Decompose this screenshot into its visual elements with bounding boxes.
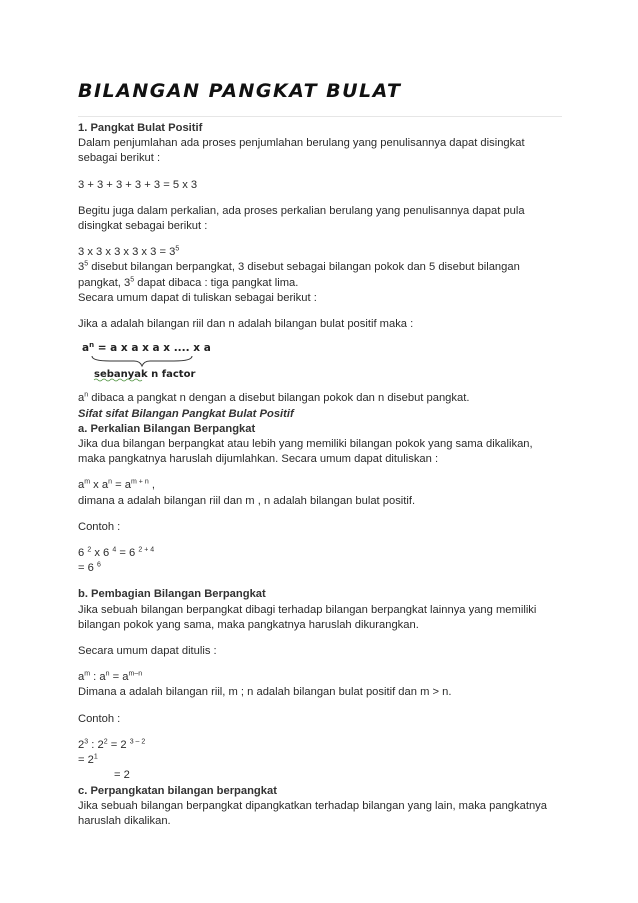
paragraph: Jika dua bilangan berpangkat atau lebih yang memiliki bilangan pokok yang sama dikalikan, maka pangkatnya haruslah dijumlahkan. Secara umum dapat dituliskan :	[78, 438, 533, 466]
svg-text:an = a x a x a x .... x a: $a^n = a$ x a x a x .... x a	[82, 341, 211, 355]
paragraph: dimana a adalah bilangan riil dan m , n adalah bilangan bulat positif.	[78, 494, 416, 507]
section-heading-c: c. Perpangkatan bilangan berpangkat	[78, 784, 277, 797]
example-label: Contoh :	[78, 712, 121, 725]
example-line: 6 $^2$ x 6 $^4$ = 6 $^{2 + 4}$	[78, 546, 155, 560]
example-line: = 2	[114, 769, 130, 782]
example-line: = 6 $^6$	[78, 561, 101, 575]
page-title: BILANGAN PANGKAT BULAT	[78, 80, 402, 102]
paragraph: Jika sebuah bilangan berpangkat dibagi terhadap bilangan berpangkat lainnya yang memiliki bilangan pokok yang sama, maka pangkatnya haruslah dikurangkan.	[78, 603, 537, 631]
formula-division: $a^m$ : $a^n = a^{m-n}$	[78, 670, 143, 684]
example-line: = $2^1$	[78, 753, 98, 767]
paragraph: Secara umum dapat di tuliskan sebagai berikut :	[78, 291, 317, 304]
paragraph: Begitu juga dalam perkalian, ada proses perkalian berulang yang penulisannya dapat pula disingkat sebagai berikut :	[78, 204, 525, 233]
paragraph: Dimana a adalah bilangan riil, m ; n adalah bilangan bulat positif dan m > n.	[78, 686, 452, 699]
section-heading-b: b. Pembagian Bilangan Berpangkat	[78, 588, 266, 601]
paragraph: $3^5$ disebut bilangan berpangkat, 3 disebut sebagai bilangan pokok dan 5 disebut bilangan pangkat, $3^5$ dapat dibaca : tiga pangkat lima.	[78, 260, 520, 289]
paragraph: $a^n$ dibaca a pangkat n dengan a disebut bilangan pokok dan n disebut pangkat.	[78, 391, 470, 405]
paragraph: Jika sebuah bilangan berpangkat dipangkatkan terhadap bilangan yang lain, maka pangkatnya haruslah dikalikan.	[78, 799, 547, 827]
section-heading-sifat: Sifat sifat Bilangan Pangkat Bulat Positif	[78, 407, 294, 420]
divider	[78, 116, 562, 117]
example-label: Contoh :	[78, 520, 121, 533]
example-line: $2^3$ : $2^2 = 2$ $^{3 - 2}$	[78, 738, 146, 751]
formula-image	[80, 338, 220, 382]
paragraph: Jika a adalah bilangan riil dan n adalah bilangan bulat positif maka :	[78, 318, 414, 331]
section-heading-1: 1. Pangkat Bulat Positif	[78, 122, 203, 134]
equation-addition: 3 + 3 + 3 + 3 + 3 = 5 x 3	[78, 178, 198, 191]
formula-multiplication: $a^m$ x $a^n = a^{m + n}$ ,	[78, 478, 155, 492]
svg-text:sebanyak n factor: sebanyak n factor	[94, 369, 196, 381]
paragraph: Secara umum dapat ditulis :	[78, 645, 217, 658]
section-heading-a: a. Perkalian Bilangan Berpangkat	[78, 422, 256, 435]
paragraph: Dalam penjumlahan ada proses penjumlahan berulang yang penulisannya dapat disingkat sebagai berikut :	[78, 137, 525, 165]
document-body	[78, 121, 562, 829]
equation-power: 3 x 3 x 3 x 3 x $3 = 3^5$	[78, 245, 180, 259]
